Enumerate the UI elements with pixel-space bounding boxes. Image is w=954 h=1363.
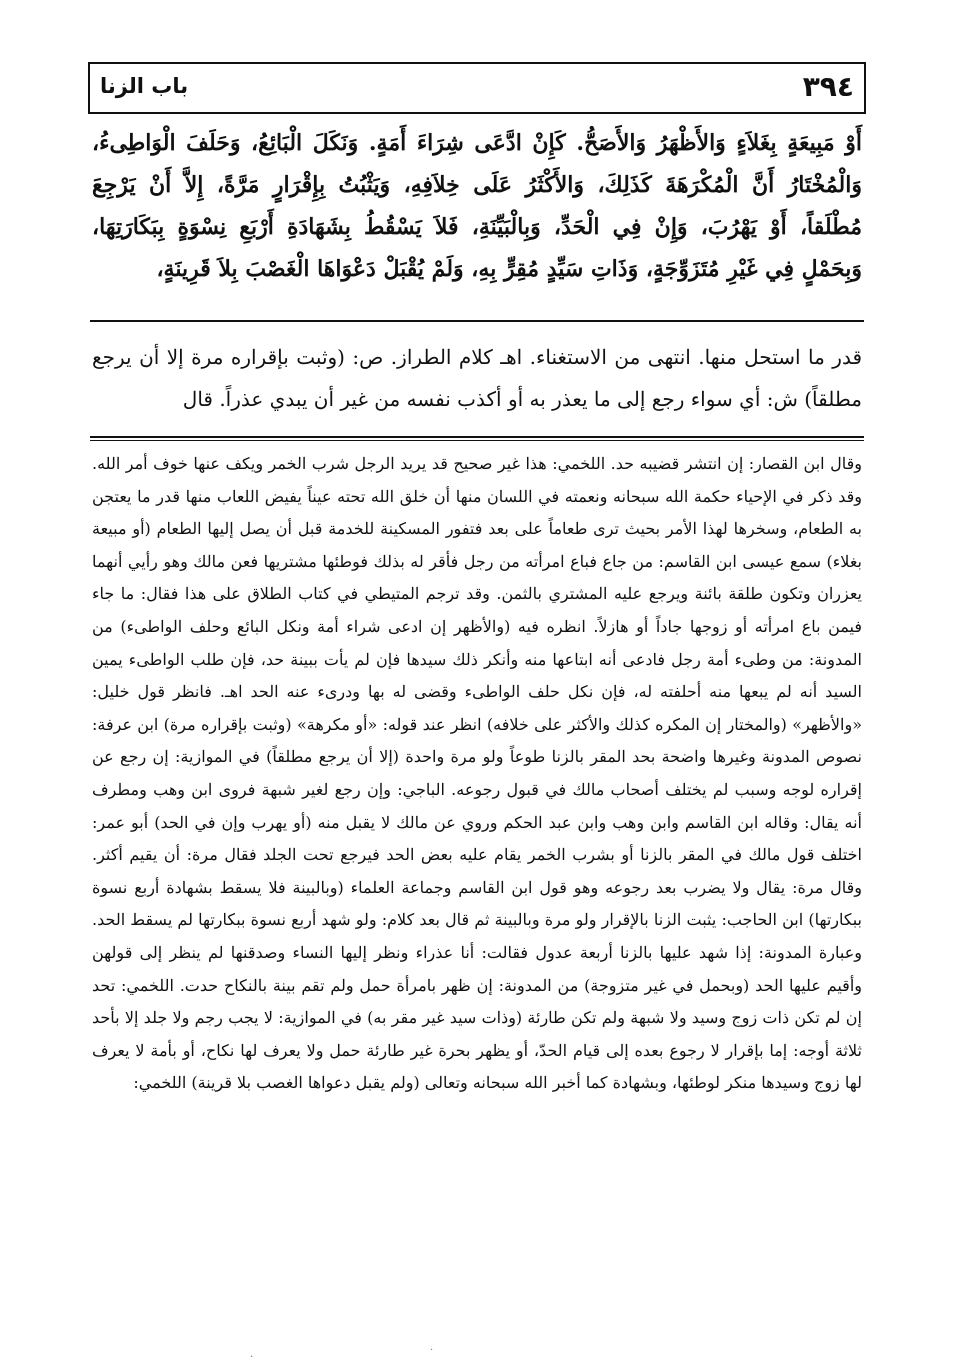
section-title: باب الزنا bbox=[100, 74, 189, 98]
sharh-divider-thick bbox=[90, 436, 864, 438]
sharh-text-block bbox=[92, 336, 862, 420]
page-number: ٣٩٤ bbox=[802, 70, 854, 103]
scan-speck: · bbox=[250, 1352, 254, 1363]
scan-speck: · bbox=[430, 1345, 434, 1356]
matn-text-block bbox=[92, 122, 862, 290]
matn-divider bbox=[90, 320, 864, 322]
hashiya-paragraph: وقال ابن القصار: إن انتشر قضيبه حد. اللخمي: هذا غير صحيح قد يريد الرجل شرب الخمر ويكف عنها خوف أمر الله. وقد ذكر في الإحياء حكمة الله سبحانه ونعمته في اللسان منها أن خلق الله تحته عيناً يفيض اللعاب منها قدر ما يعتجن به الطعام، وسخرها لهذا الأمر بحيث ترى طعاماً على بعد فتفور المسكينة للخدمة قبل أن يصل إليها الطعام (أو مبيعة بغلاء) سمع عيسى ابن القاسم: من جاع فباع امرأته من رجل فأقر له بذلك فوطئها مشتريها فعن مالك وهو رأيي أنهما يعزران وتكون طلقة بائنة ويرجع عليه المشتري بالثمن. وقد ترجم المتيطي في كتاب الطلاق على هذا فقال: ما جاء فيمن باع امرأته أو زوجها جاداً أو هازلاً. انظره فيه (والأظهر إن ادعى شراء أمة ونكل البائع وحلف الواطىء) من المدونة: من وطىء أمة رجل فادعى أنه ابتاعها منه وأنكر ذلك سيدها فإن لم يأت ببينة حد، فإن طلب الواطىء يمين السيد أنه لم يبعها منه أحلفته له، فإن نكل حلف الواطىء وقضى له بها ودرىء عنه الحد اهـ. فانظر قول خليل: «والأظهر» (والمختار إن المكره كذلك والأكثر على خلافه) انظر عند قوله: «أو مكرهة» (وثبت بإقراره مرة) ابن عرفة: نصوص المدونة وغيرها واضحة بحد المقر بالزنا طوعاً ولو مرة واحدة (إلا أن يرجع مطلقاً) في الموازية: إن رجع عن إقراره لوجه وسبب لم يختلف أصحاب مالك في قبول رجوعه. الباجي: وإن رجع لغير شبهة فروى ابن وهب ومطرف أنه يقال: وقاله ابن القاسم وابن وهب وابن عبد الحكم وروي عن مالك لا يقبل منه (أو يهرب وإن في الحد) أبو عمر: اختلف قول مالك في المقر بالزنا أو بشرب الخمر يقام عليه بعض الحد فيرجع تحت الجلد فقال مرة: أن يقيم أكثر. وقال مرة: يقال ولا يضرب بعد رجوعه وهو قول ابن القاسم وجماعة العلماء (وبالبينة فلا يسقط بشهادة أربع نسوة ببكارتها) ابن الحاجب: يثبت الزنا بالإقرار ولو مرة وبالبينة ثم قال بعد كلام: ولو شهد أربع نسوة ببكارتها لم يسقط الحد. وعبارة المدونة: إذا شهد عليها بالزنا أربعة عدول فقالت: أنا عذراء ونظر إليها النساء وصدقنها لم ينظر إلى قولهن وأقيم عليها الحد (وبحمل في غير متزوجة) من المدونة: إن ظهر بامرأة حمل ولم تقم بينة بالنكاح حدت. اللخمي: تحد إن لم تكن ذات زوج وسيد ولا شبهة ولم تكن طارئة (وذات سيد غير مقر به) في الموازية: لا يجب رجم ولا جلد إلا بأحد ثلاثة أوجه: إما بإقرار لا رجوع بعده إلى قيام الحدّ، أو يظهر بحرة غير طارئة حمل ولا يعرف لها نكاح، أو بأمة لا يعرف لها زوج وسيدها منكر لوطئها، وبشهادة كما أخبر الله سبحانه وتعالى (ولم يقبل دعواها الغصب بلا قرينة) اللخمي: bbox=[92, 454, 863, 1093]
sharh-paragraph: قدر ما استحل منها. انتهى من الاستغناء. اهـ كلام الطراز. ص: (وثبت بإقراره مرة إلا أن يرجع مطلقاً) ش: أي سواء رجع إلى ما يعذر به أو أكذب نفسه من غير أن يبدي عذراً. قال bbox=[92, 345, 862, 411]
matn-paragraph: أَوْ مَبِيعَةٍ بِغَلاَءٍ وَالأَظْهَرُ وَالأَصَحُّ. كَإِنْ ادَّعَى شِرَاءَ أَمَةٍ. وَنَكَلَ الْبَائِعُ، وَحَلَفَ الْوَاطِىءُ، وَالْمُخْتَارُ أَنَّ الْمُكْرَهَةَ كَذَلِكَ، وَالأَكْثَرُ عَلَى خِلاَفِهِ، وَيَثْبُتُ بِإِقْرَارٍ مَرَّةً، إِلاَّ أَنْ يَرْجِعَ مُطْلَقاً، أَوْ يَهْرُبَ، وَإِنْ فِي الْحَدِّ، وَبِالْبَيِّنَةِ، فَلاَ يَسْقُطُ بِشَهَادَةِ أَرْبَعِ نِسْوَةٍ بِبَكَارَتِهَا، وَبِحَمْلٍ فِي غَيْرِ مُتَزَوِّجَةٍ، وَذَاتِ سَيِّدٍ مُقِرٍّ بِهِ، وَلَمْ يُقْبَلْ دَعْوَاهَا الْغَصْبَ بِلاَ قَرِينَةٍ، bbox=[92, 130, 862, 282]
page-header bbox=[88, 62, 866, 114]
hashiya-text-block bbox=[92, 448, 862, 1100]
sharh-divider-thin bbox=[90, 440, 864, 441]
